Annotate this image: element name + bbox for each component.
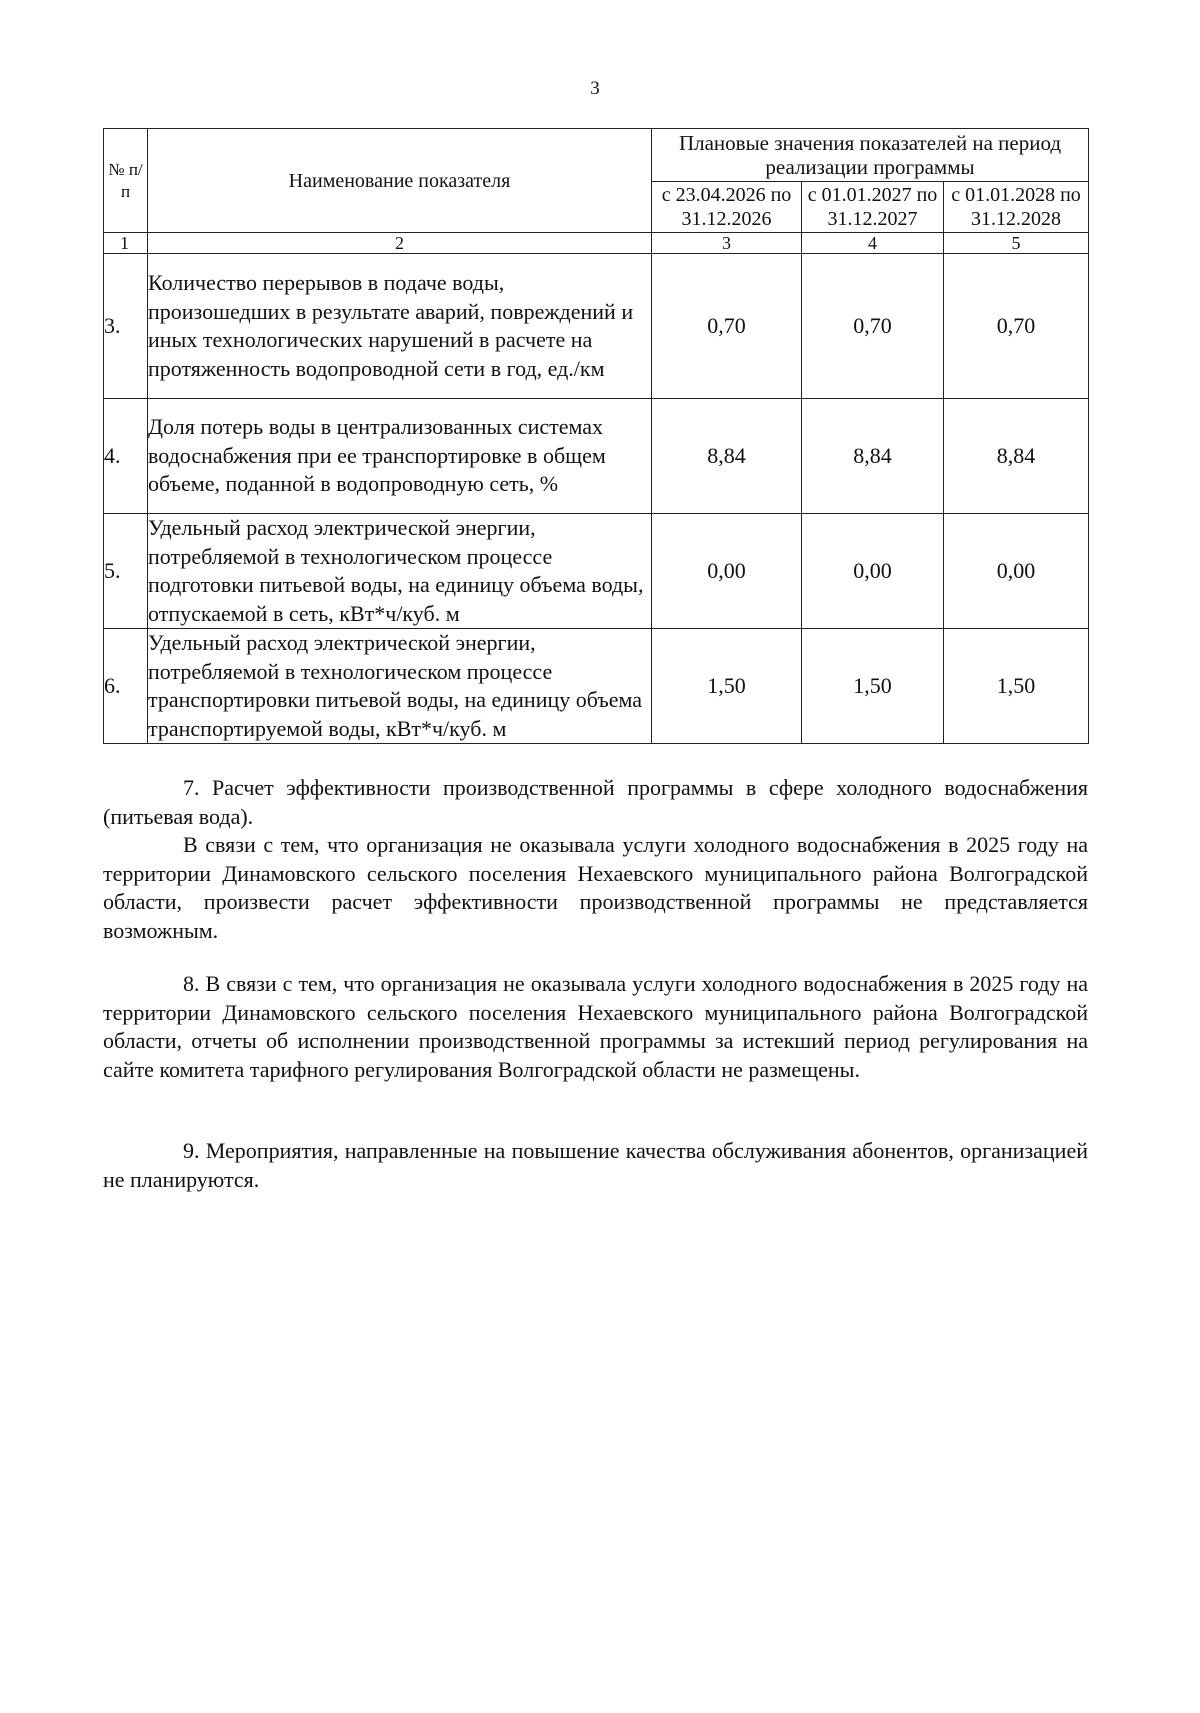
- row-number: 6.: [104, 629, 148, 744]
- row-indicator-name: Доля потерь воды в централизованных системах водоснабжения при ее транспортировке в общем объеме, поданной в водопроводную сеть, %: [148, 399, 652, 514]
- table-row: [104, 514, 1089, 629]
- row-number: 5.: [104, 514, 148, 629]
- section-7-title: 7. Расчет эффективности производственной программы в сфере холодного водоснабжения (питьевая вода).: [103, 775, 1088, 829]
- header-name: Наименование показателя: [148, 129, 652, 233]
- row-value-2027: 8,84: [802, 399, 944, 514]
- row-number: 4.: [104, 399, 148, 514]
- header-plan: Плановые значения показателей на период реализации программы: [652, 129, 1089, 182]
- section-8-body: 8. В связи с тем, что организация не оказывала услуги холодного водоснабжения в 2025 году на территории Динамовского сельского поселения Нехаевского муниципального района Волгоградской области, отчеты об исполнении производственной программы за истекший период регулирования на сайте комитета тарифного регулирования Волгоградской области не размещены.: [103, 971, 1088, 1082]
- table-header-row: [104, 129, 1089, 182]
- header-period-3: с 01.01.2028 по 31.12.2028: [944, 182, 1089, 233]
- indicators-table: [103, 128, 1089, 744]
- row-value-2026: 0,70: [652, 254, 802, 399]
- row-value-2028: 0,70: [944, 254, 1089, 399]
- section-9-body: 9. Мероприятия, направленные на повышение качества обслуживания абонентов, организацией не планируются.: [103, 1138, 1088, 1192]
- table-row: [104, 629, 1089, 744]
- row-number: 3.: [104, 254, 148, 399]
- row-value-2027: 0,00: [802, 514, 944, 629]
- row-indicator-name: Количество перерывов в подаче воды, произошедших в результате аварий, повреждений и иных технологических нарушений в расчете на протяженность водопроводной сети в год, ед./км: [148, 254, 652, 399]
- section-8: [103, 970, 1088, 1084]
- row-value-2028: 8,84: [944, 399, 1089, 514]
- table-row: [104, 254, 1089, 399]
- section-7: [103, 774, 1088, 945]
- row-value-2026: 0,00: [652, 514, 802, 629]
- header-period-1: с 23.04.2026 по 31.12.2026: [652, 182, 802, 233]
- row-value-2028: 1,50: [944, 629, 1089, 744]
- row-value-2026: 8,84: [652, 399, 802, 514]
- row-indicator-name: Удельный расход электрической энергии, потребляемой в технологическом процессе транспортировки питьевой воды, на единицу объема транспортируемой воды, кВт*ч/куб. м: [148, 629, 652, 744]
- row-indicator-name: Удельный расход электрической энергии, потребляемой в технологическом процессе подготовки питьевой воды, на единицу объема воды, отпускаемой в сеть, кВт*ч/куб. м: [148, 514, 652, 629]
- column-number: 2: [148, 233, 652, 254]
- header-num: № п/п: [104, 129, 148, 233]
- table-row: [104, 399, 1089, 514]
- column-number: 5: [944, 233, 1089, 254]
- column-number: 1: [104, 233, 148, 254]
- header-period-2: с 01.01.2027 по 31.12.2027: [802, 182, 944, 233]
- row-value-2028: 0,00: [944, 514, 1089, 629]
- column-number: 4: [802, 233, 944, 254]
- section-7-body: В связи с тем, что организация не оказывала услуги холодного водоснабжения в 2025 году на территории Динамовского сельского поселения Нехаевского муниципального района Волгоградской области, произвести расчет эффективности производственной программы не представляется возможным.: [103, 832, 1088, 943]
- column-number: 3: [652, 233, 802, 254]
- column-numbers-row: [104, 233, 1089, 254]
- section-9: [103, 1137, 1088, 1194]
- row-value-2027: 1,50: [802, 629, 944, 744]
- page-number: 3: [590, 78, 600, 99]
- row-value-2026: 1,50: [652, 629, 802, 744]
- row-value-2027: 0,70: [802, 254, 944, 399]
